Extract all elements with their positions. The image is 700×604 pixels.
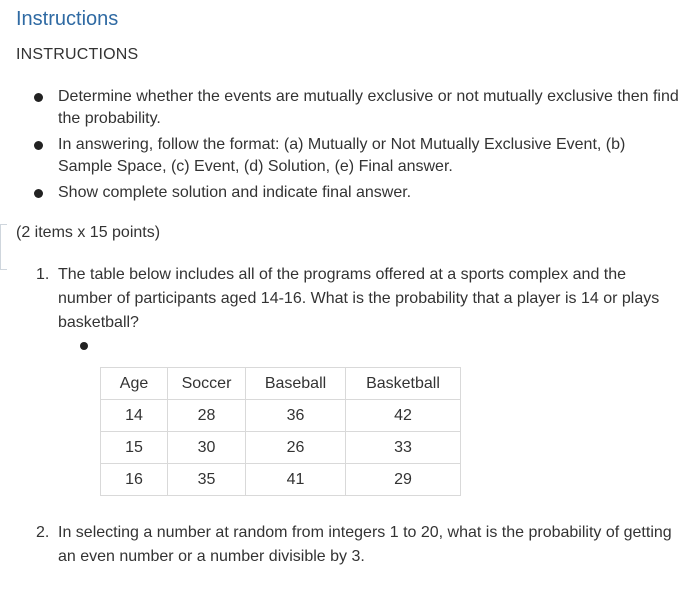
bullet-icon xyxy=(34,93,43,102)
instruction-text: Determine whether the events are mutually exclusive or not mutually exclusive then find the probability. xyxy=(58,88,679,127)
column-header: Baseball xyxy=(246,368,346,400)
question-text: In selecting a number at random from integers 1 to 20, what is the probability of getting an even number or a number divisible by 3. xyxy=(58,524,672,565)
question-2 xyxy=(30,521,680,569)
table-cell: 15 xyxy=(101,432,168,464)
question-text: The table below includes all of the programs offered at a sports complex and the number of participants aged 14-16. What is the probability that a player is 14 or plays basketball? xyxy=(58,266,660,331)
table-cell: 33 xyxy=(346,432,461,464)
page-title: Instructions xyxy=(16,8,119,30)
question-1 xyxy=(30,263,680,335)
list-item xyxy=(30,134,680,178)
table-header-row xyxy=(101,368,461,400)
edge-marker xyxy=(0,224,7,270)
table-cell: 26 xyxy=(246,432,346,464)
table-cell: 42 xyxy=(346,400,461,432)
bullet-icon xyxy=(80,342,88,350)
instruction-text: In answering, follow the format: (a) Mutually or Not Mutually Exclusive Event, (b) Sample Space, (c) Event, (d) Solution, (e) Final answer. xyxy=(58,136,626,175)
table-cell: 36 xyxy=(246,400,346,432)
participants-table xyxy=(100,367,461,496)
list-item xyxy=(30,86,680,130)
instruction-text: Show complete solution and indicate final answer. xyxy=(58,184,412,201)
section-heading: INSTRUCTIONS xyxy=(16,46,139,63)
table-cell: 35 xyxy=(168,464,246,496)
column-header: Soccer xyxy=(168,368,246,400)
table-cell: 16 xyxy=(101,464,168,496)
question-number: 1. xyxy=(36,266,50,283)
instructions-list xyxy=(30,86,680,208)
table-cell: 14 xyxy=(101,400,168,432)
column-header: Age xyxy=(101,368,168,400)
column-header: Basketball xyxy=(346,368,461,400)
table-cell: 41 xyxy=(246,464,346,496)
list-item xyxy=(30,182,680,204)
table-cell: 30 xyxy=(168,432,246,464)
table-cell: 28 xyxy=(168,400,246,432)
bullet-icon xyxy=(34,141,43,150)
bullet-icon xyxy=(34,189,43,198)
points-label: (2 items x 15 points) xyxy=(16,224,161,241)
table-row xyxy=(101,432,461,464)
question-number: 2. xyxy=(36,524,50,541)
table-row xyxy=(101,400,461,432)
table-cell: 29 xyxy=(346,464,461,496)
table-row xyxy=(101,464,461,496)
